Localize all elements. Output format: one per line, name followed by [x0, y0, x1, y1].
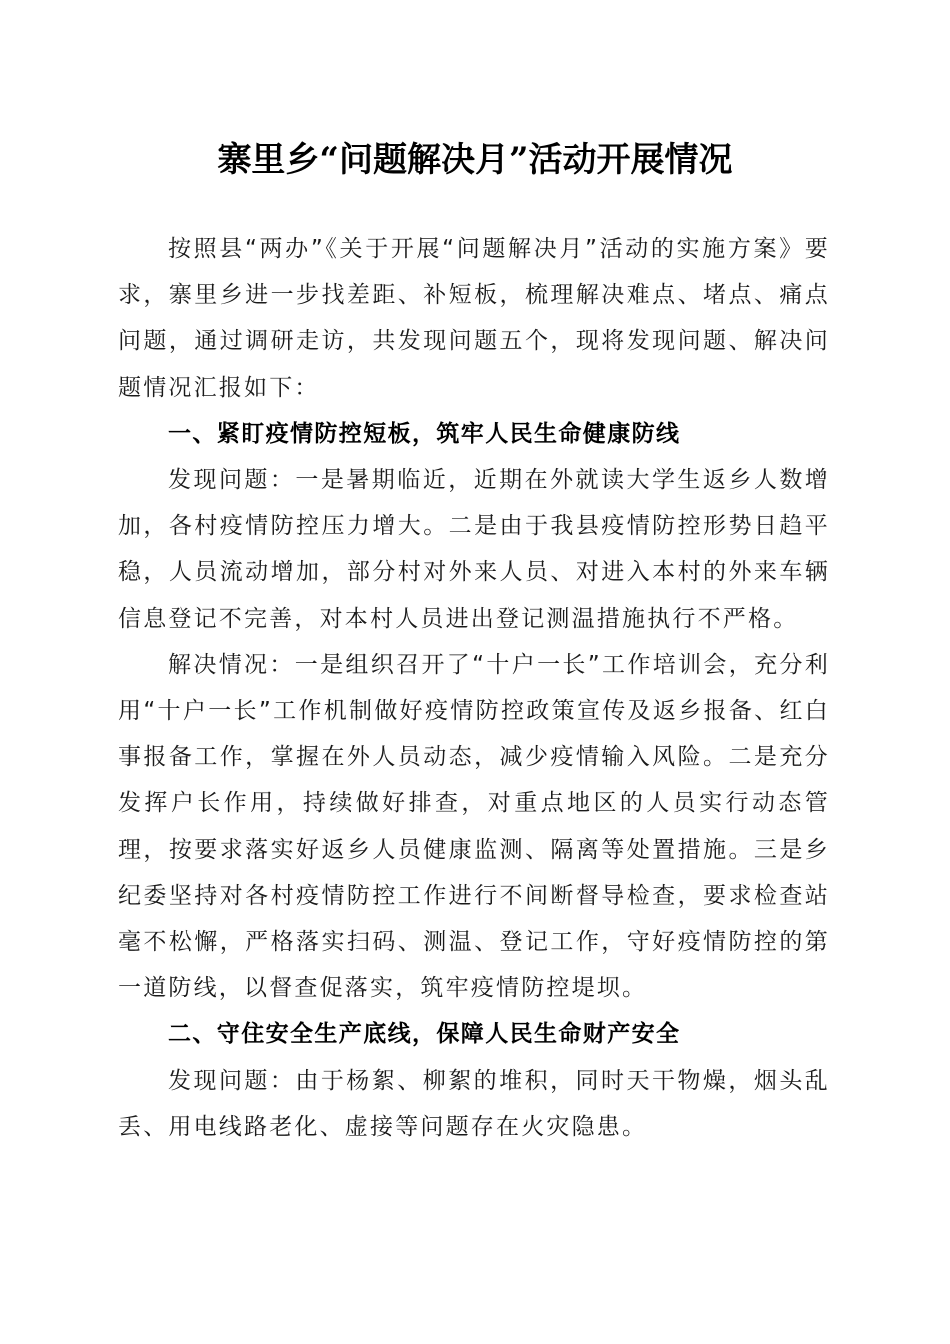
document-title: 寨里乡“问题解决月”活动开展情况: [217, 140, 733, 180]
section-heading-1: 一、紧盯疫情防控短板，筑牢人民生命健康防线: [168, 420, 681, 447]
intro-paragraph: 按照县“两办”《关于开展“问题解决月”活动的实施方案》要求，寨里乡进一步找差距、补短板，梳理解决难点、堵点、痛点问题，通过调研走访，共发现问题五个，现将发现问题、解决问题情况汇报如下：: [118, 236, 830, 401]
section-1-problems-paragraph: 发现问题：一是暑期临近，近期在外就读大学生返乡人数增加，各村疫情防控压力增大。二是由于我县疫情防控形势日趋平稳，人员流动增加，部分村对外来人员、对进入本村的外来车辆信息登记不完善，对本村人员进出登记测温措施执行不严格。: [118, 467, 830, 632]
document-body: [118, 226, 830, 1150]
section-heading-2: 二、守住安全生产底线，保障人民生命财产安全: [168, 1021, 681, 1048]
section-2-problems-paragraph: 发现问题：由于杨絮、柳絮的堆积，同时天干物燥，烟头乱丢、用电线路老化、虚接等问题存在火灾隐患。: [118, 1067, 830, 1140]
section-1-solutions-paragraph: 解决情况：一是组织召开了“十户一长”工作培训会，充分利用“十户一长”工作机制做好疫情防控政策宣传及返乡报备、红白事报备工作，掌握在外人员动态，减少疫情输入风险。二是充分发挥户长作用，持续做好排查，对重点地区的人员实行动态管理，按要求落实好返乡人员健康监测、隔离等处置措施。三是乡纪委坚持对各村疫情防控工作进行不间断督导检查，要求检查站毫不松懈，严格落实扫码、测温、登记工作，守好疫情防控的第一道防线，以督查促落实，筑牢疫情防控堤坝。: [118, 651, 830, 1002]
